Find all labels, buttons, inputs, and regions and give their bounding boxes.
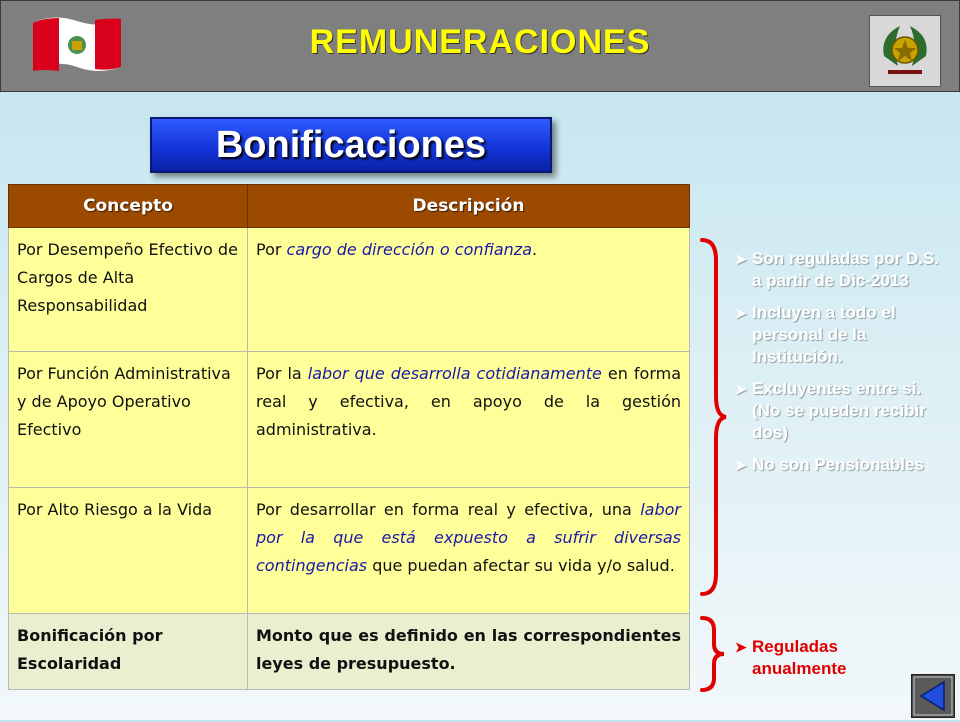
back-button[interactable] bbox=[911, 674, 955, 718]
arrow-bullet-icon: ➤ bbox=[735, 457, 747, 473]
arrow-bullet-icon: ➤ bbox=[735, 251, 747, 267]
concept-cell: Por Desempeño Efectivo de Cargos de Alta Responsabilidad bbox=[9, 228, 248, 352]
bonificaciones-table bbox=[8, 184, 690, 690]
column-header-concepto: Concepto bbox=[9, 185, 248, 228]
side-notes-list-annual bbox=[735, 636, 895, 690]
description-cell bbox=[248, 352, 690, 488]
table-row bbox=[9, 488, 690, 614]
arrow-bullet-icon: ➤ bbox=[735, 305, 747, 321]
concept-cell: Bonificación por Escolaridad bbox=[9, 614, 248, 690]
description-prefix: Por la bbox=[256, 364, 308, 383]
description-highlight: labor que desarrolla cotidianamente bbox=[307, 364, 602, 383]
back-triangle-icon bbox=[912, 675, 954, 717]
description-prefix: Por desarrollar en forma real y efectiva, una bbox=[256, 500, 641, 519]
description-highlight: cargo de dirección o confianza bbox=[286, 240, 532, 259]
description-cell bbox=[248, 228, 690, 352]
side-note-item: ➤ Son reguladas por D.S. a partir de Dic-2013 bbox=[735, 249, 940, 290]
table-row bbox=[9, 352, 690, 488]
side-note-item: ➤ Reguladas anualmente bbox=[735, 637, 847, 678]
curly-brace-icon bbox=[698, 236, 728, 598]
side-note-item: ➤ No son Pensionables bbox=[735, 455, 924, 474]
description-cell bbox=[248, 488, 690, 614]
table-row bbox=[9, 614, 690, 690]
curly-brace-small-icon bbox=[698, 614, 728, 694]
concept-cell: Por Función Administrativa y de Apoyo Operativo Efectivo bbox=[9, 352, 248, 488]
table-row bbox=[9, 228, 690, 352]
section-banner bbox=[150, 117, 552, 173]
arrow-bullet-icon: ➤ bbox=[735, 639, 747, 655]
column-header-descripcion: Descripción bbox=[248, 185, 690, 228]
side-note-item: ➤ Excluyentes entre si. (No se pueden recibir dos) bbox=[735, 379, 926, 442]
description-suffix: que puedan afectar su vida y/o salud. bbox=[367, 556, 675, 575]
side-notes-list bbox=[735, 248, 940, 486]
header-bar bbox=[0, 0, 960, 92]
description-suffix: . bbox=[532, 240, 538, 259]
description-prefix: Por bbox=[256, 240, 287, 259]
army-emblem-icon bbox=[869, 15, 941, 87]
concept-cell: Por Alto Riesgo a la Vida bbox=[9, 488, 248, 614]
page-title: REMUNERACIONES bbox=[309, 23, 651, 61]
banner-title: Bonificaciones bbox=[215, 123, 487, 166]
description-suffix: en forma real y efectiva, en apoyo de la gestión administrativa. bbox=[256, 364, 681, 439]
arrow-bullet-icon: ➤ bbox=[735, 381, 747, 397]
description-highlight: labor por la que está expuesto a sufrir diversas contingencias bbox=[256, 500, 681, 575]
table-header-row bbox=[9, 185, 690, 228]
side-note-item: ➤ Incluyen a todo el personal de la Institución. bbox=[735, 303, 896, 366]
description-prefix: Monto que es definido en las correspondientes leyes de presupuesto. bbox=[256, 626, 681, 673]
description-cell bbox=[248, 614, 690, 690]
